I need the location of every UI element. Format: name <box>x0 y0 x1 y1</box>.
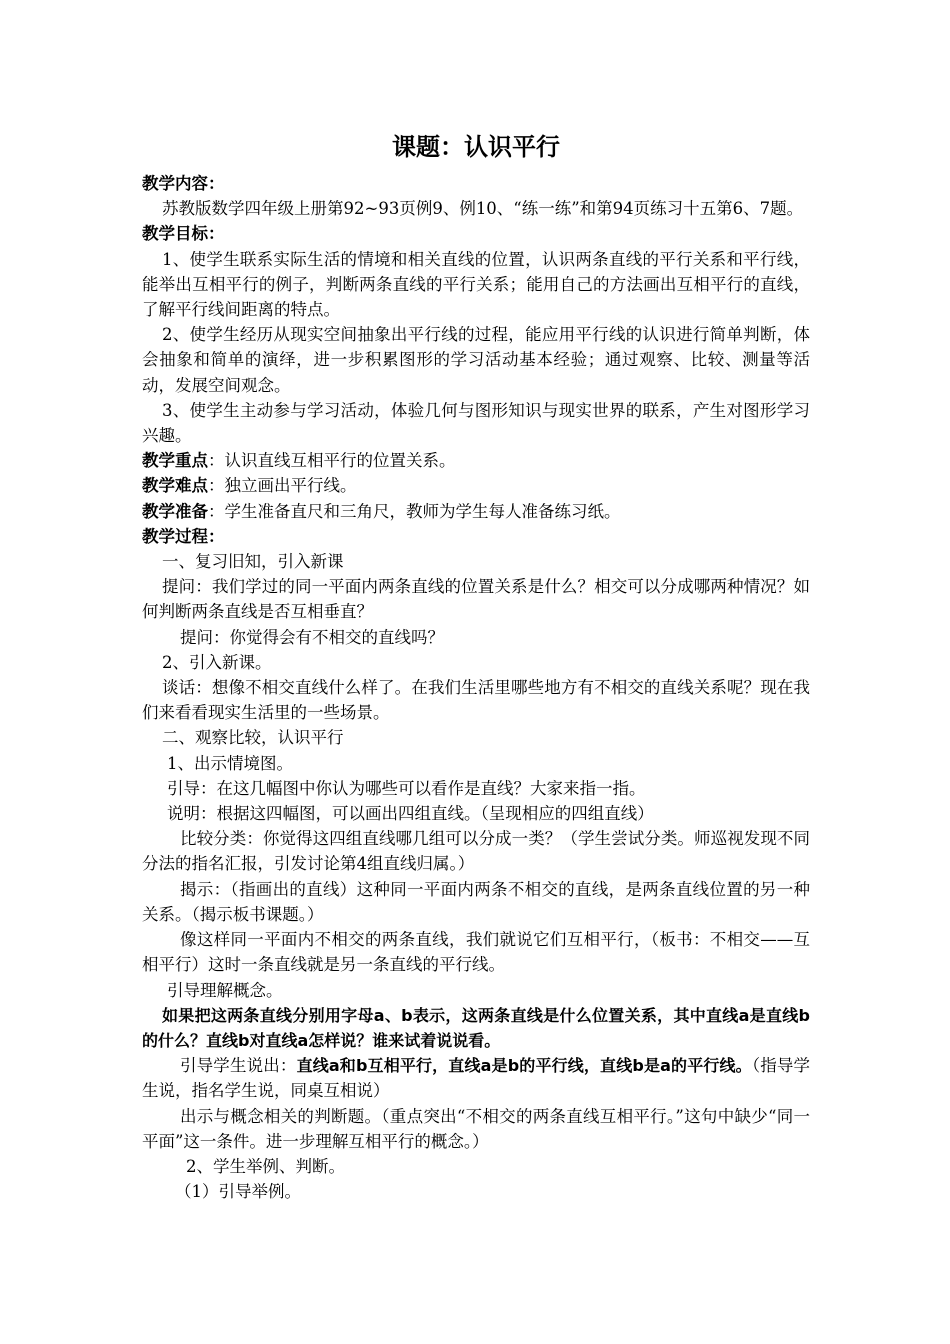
key-point-text: ：认识直线互相平行的位置关系。 <box>208 451 456 471</box>
process-para-8: 引导：在这几幅图中你认为哪些可以看作是直线？大家来指一指。 <box>167 778 646 798</box>
key-point <box>142 448 810 473</box>
process-para-10: 比较分类：你觉得这四组直线哪几组可以分成一类？（学生尝试分类。师巡视发现不同分法的指名汇报，引发讨论第4组直线归属。） <box>142 829 810 874</box>
process-para-17: 2、学生举例、判断。 <box>186 1156 345 1176</box>
preparation-label: 教学准备 <box>142 501 208 521</box>
goal-item-2: 2、使学生经历从现实空间抽象出平行线的过程，能应用平行线的认识进行简单判断，体会抽象和简单的演绎，进一步积累图形的学习活动基本经验；通过观察、比较、测量等活动，发展空间观念。 <box>142 325 810 395</box>
process-para-11: 揭示：（指画出的直线）这种同一平面内两条不相交的直线，是两条直线位置的另一种关系。（揭示板书课题。） <box>142 879 810 924</box>
process-para-18: （1）引导举例。 <box>175 1182 301 1202</box>
key-point-label: 教学重点 <box>142 451 208 471</box>
process-heading: 教学过程： <box>142 526 225 546</box>
process-para-9: 说明：根据这四幅图，可以画出四组直线。（呈现相应的四组直线） <box>167 804 654 824</box>
process-para-6: 二、观察比较，认识平行 <box>162 728 344 748</box>
process-para-12: 像这样同一平面内不相交的两条直线，我们就说它们互相平行，（板书：不相交——互相平行）这时一条直线就是另一条直线的平行线。 <box>142 930 810 975</box>
preparation-text: ：学生准备直尺和三角尺，教师为学生每人准备练习纸。 <box>208 501 621 521</box>
process-para-3: 提问：你觉得会有不相交的直线吗？ <box>180 627 444 647</box>
goal-item-1: 1、使学生联系实际生活的情境和相关直线的位置，认识两条直线的平行关系和平行线，能举出互相平行的例子，判断两条直线的平行关系；能用自己的方法画出互相平行的直线，了解平行线间距离的特点。 <box>142 249 810 320</box>
process-para-15-bold: 直线a和b互相平行，直线a是b的平行线，直线b是a的平行线。 <box>296 1056 752 1076</box>
process-para-7: 1、出示情境图。 <box>167 753 293 773</box>
process-para-5: 谈话：想像不相交直线什么样了。在我们生活里哪些地方有不相交的直线关系呢？现在我们来看看现实生活里的一些场景。 <box>142 678 810 723</box>
difficulty-text: ：独立画出平行线。 <box>208 476 357 496</box>
content-heading: 教学内容： <box>142 174 225 193</box>
preparation <box>142 499 810 524</box>
content-text: 苏教版数学四年级上册第92~93页例9、例10、“练一练”和第94页练习十五第6、7题。 <box>162 199 804 219</box>
process-para-15 <box>142 1053 810 1103</box>
process-para-13: 引导理解概念。 <box>167 980 283 1000</box>
document-title: 课题：认识平行 <box>392 133 560 161</box>
process-para-16: 出示与概念相关的判断题。（重点突出“不相交的两条直线互相平行。”这句中缺少“同一平面”这一条件。进一步理解互相平行的概念。） <box>142 1106 810 1151</box>
process-para-14: 如果把这两条直线分别用字母a、b表示，这两条直线是什么位置关系，其中直线a是直线b的什么？直线b对直线a怎样说？谁来试着说说看。 <box>142 1005 810 1050</box>
goals-heading: 教学目标： <box>142 224 225 244</box>
process-para-2: 提问：我们学过的同一平面内两条直线的位置关系是什么？相交可以分成哪两种情况？如何判断两条直线是否互相垂直？ <box>142 577 810 622</box>
goal-item-3: 3、使学生主动参与学习活动，体验几何与图形知识与现实世界的联系，产生对图形学习兴趣。 <box>142 400 810 446</box>
difficulty-label: 教学难点 <box>142 476 208 496</box>
process-para-15-lead: 引导学生说出： <box>180 1056 297 1076</box>
process-para-15-tail: （指导学生说，指名学生说，同桌互相说） <box>142 1056 811 1101</box>
difficulty <box>142 473 810 498</box>
process-para-1: 一、复习旧知，引入新课 <box>162 552 344 572</box>
process-para-4: 2、引入新课。 <box>162 652 272 672</box>
